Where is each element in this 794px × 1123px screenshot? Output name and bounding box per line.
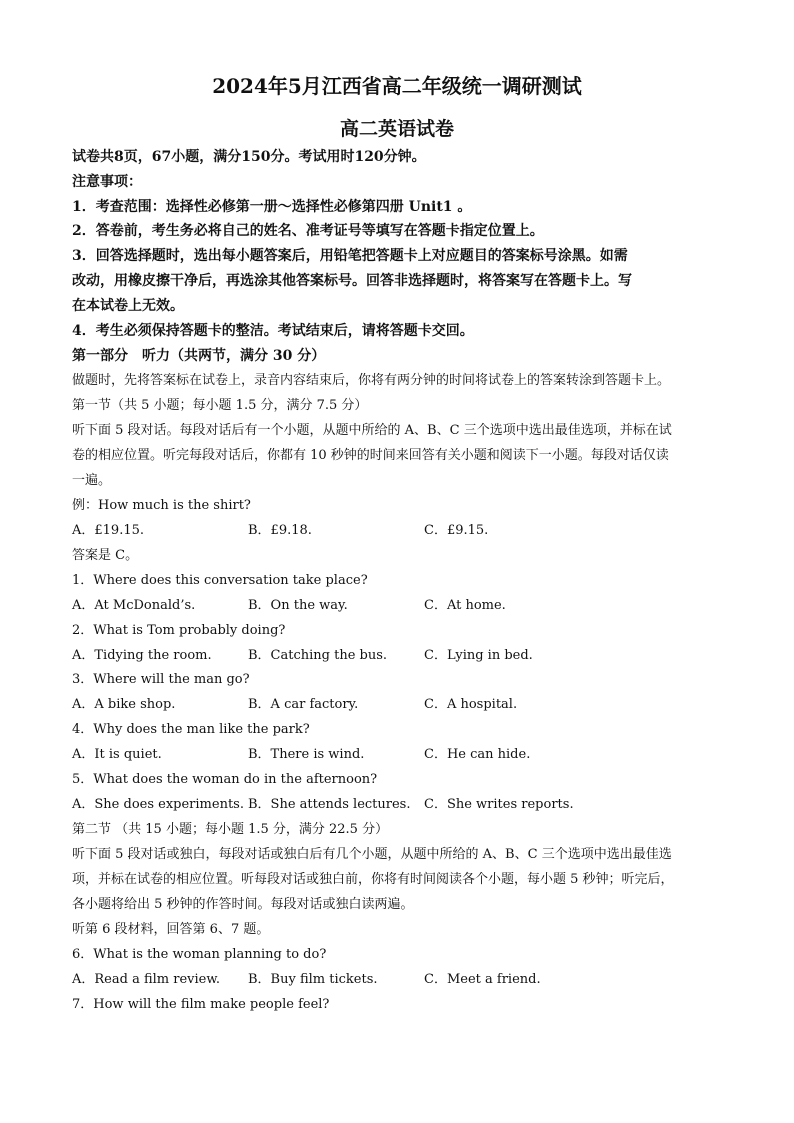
example-question: 例：How much is the shirt? (72, 498, 251, 513)
material-6-note: 听第 6 段材料，回答第 6、7 题。 (72, 922, 270, 937)
option-a: A．At McDonald’s. (72, 598, 196, 613)
exam-title: 2024年5月江西省高二年级统一调研测试 (212, 74, 582, 98)
option-c: C．Meet a friend. (424, 972, 541, 987)
section1-instruction-2: 卷的相应位置。听完每段对话后，你都有 10 秒钟的时间来回答有关小题和阅读下一小题。每段对话仅读 (72, 448, 669, 463)
option-b: B．On the way. (248, 598, 348, 613)
option-b: B．There is wind. (248, 747, 365, 762)
note-2: 2．答卷前，考生务必将自己的姓名、准考证号等填写在答题卡指定位置上。 (72, 223, 544, 239)
option-b: B．She attends lectures. (248, 797, 411, 812)
option-b: B．A car factory. (248, 697, 359, 712)
option-a: A．It is quiet. (72, 747, 162, 762)
option-b: B．Catching the bus. (248, 648, 388, 663)
exam-subtitle: 高二英语试卷 (339, 118, 454, 140)
section1-instruction-1: 听下面 5 段对话。每段对话后有一个小题，从题中所给的 A、B、C 三个选项中选出最佳选项，并标在试 (72, 423, 672, 438)
example-answer: 答案是 C。 (72, 548, 139, 563)
section2-instruction-1: 听下面 5 段对话或独白，每段对话或独白后有几个小题，从题中所给的 A、B、C 三个选项中选出最佳选 (72, 847, 672, 862)
part1-heading: 第一部分 听力（共两节，满分 30 分） (72, 348, 326, 364)
part1-instruction: 做题时，先将答案标在试卷上，录音内容结束后，你将有两分钟的时间将试卷上的答案转涂到答题卡上。 (72, 373, 671, 388)
question-2: 2．What is Tom probably doing? (72, 623, 286, 638)
question-5: 5．What does the woman do in the afternoon? (72, 772, 378, 787)
section2-instruction-2: 项，并标在试卷的相应位置。听每段对话或独白前，你将有时间阅读各个小题，每小题 5 秒钟；听完后， (72, 872, 674, 887)
section2-instruction-3: 各小题将给出 5 秒钟的作答时间。每段对话或独白读两遍。 (72, 897, 414, 912)
option-c: C．She writes reports. (424, 797, 574, 812)
option-c: C．He can hide. (424, 747, 531, 762)
option-a: A．Read a film review. (72, 972, 221, 987)
question-4: 4．Why does the man like the park? (72, 722, 310, 737)
option-c: C．Lying in bed. (424, 648, 533, 663)
note-3-cont: 改动，用橡皮擦干净后，再选涂其他答案标号。回答非选择题时，将答案写在答题卡上。写 (72, 273, 632, 289)
note-3-end: 在本试卷上无效。 (72, 298, 184, 314)
section1-instruction-3: 一遍。 (72, 473, 112, 488)
note-1: 1．考查范围：选择性必修第一册～选择性必修第四册 Unit1 。 (72, 199, 472, 215)
option-a: A．Tidying the room. (72, 648, 212, 663)
note-3: 3．回答选择题时，选出每小题答案后，用铅笔把答题卡上对应题目的答案标号涂黑。如需 (72, 248, 628, 264)
option-a: A．She does experiments. (72, 797, 244, 812)
note-4: 4．考生必须保持答题卡的整洁。考试结束后，请将答题卡交回。 (72, 323, 474, 339)
option-c: C．A hospital. (424, 697, 518, 712)
question-3: 3．Where will the man go? (72, 672, 250, 687)
option-a: A．A bike shop. (72, 697, 176, 712)
option-c: C．£9.15. (424, 523, 489, 538)
option-a: A．£19.15. (72, 523, 145, 538)
option-b: B．£9.18. (248, 523, 312, 538)
option-b: B．Buy film tickets. (248, 972, 378, 987)
exam-summary: 试卷共8页，67小题，满分150分。考试用时120分钟。 (72, 149, 426, 165)
section1-heading: 第一节（共 5 小题；每小题 1.5 分，满分 7.5 分） (72, 398, 368, 413)
section2-heading: 第二节 （共 15 小题；每小题 1.5 分，满分 22.5 分） (72, 822, 389, 837)
question-7: 7．How will the film make people feel? (72, 997, 330, 1012)
question-1: 1．Where does this conversation take place? (72, 573, 368, 588)
notes-heading: 注意事项： (72, 174, 142, 190)
question-6: 6．What is the woman planning to do? (72, 947, 327, 962)
option-c: C．At home. (424, 598, 506, 613)
